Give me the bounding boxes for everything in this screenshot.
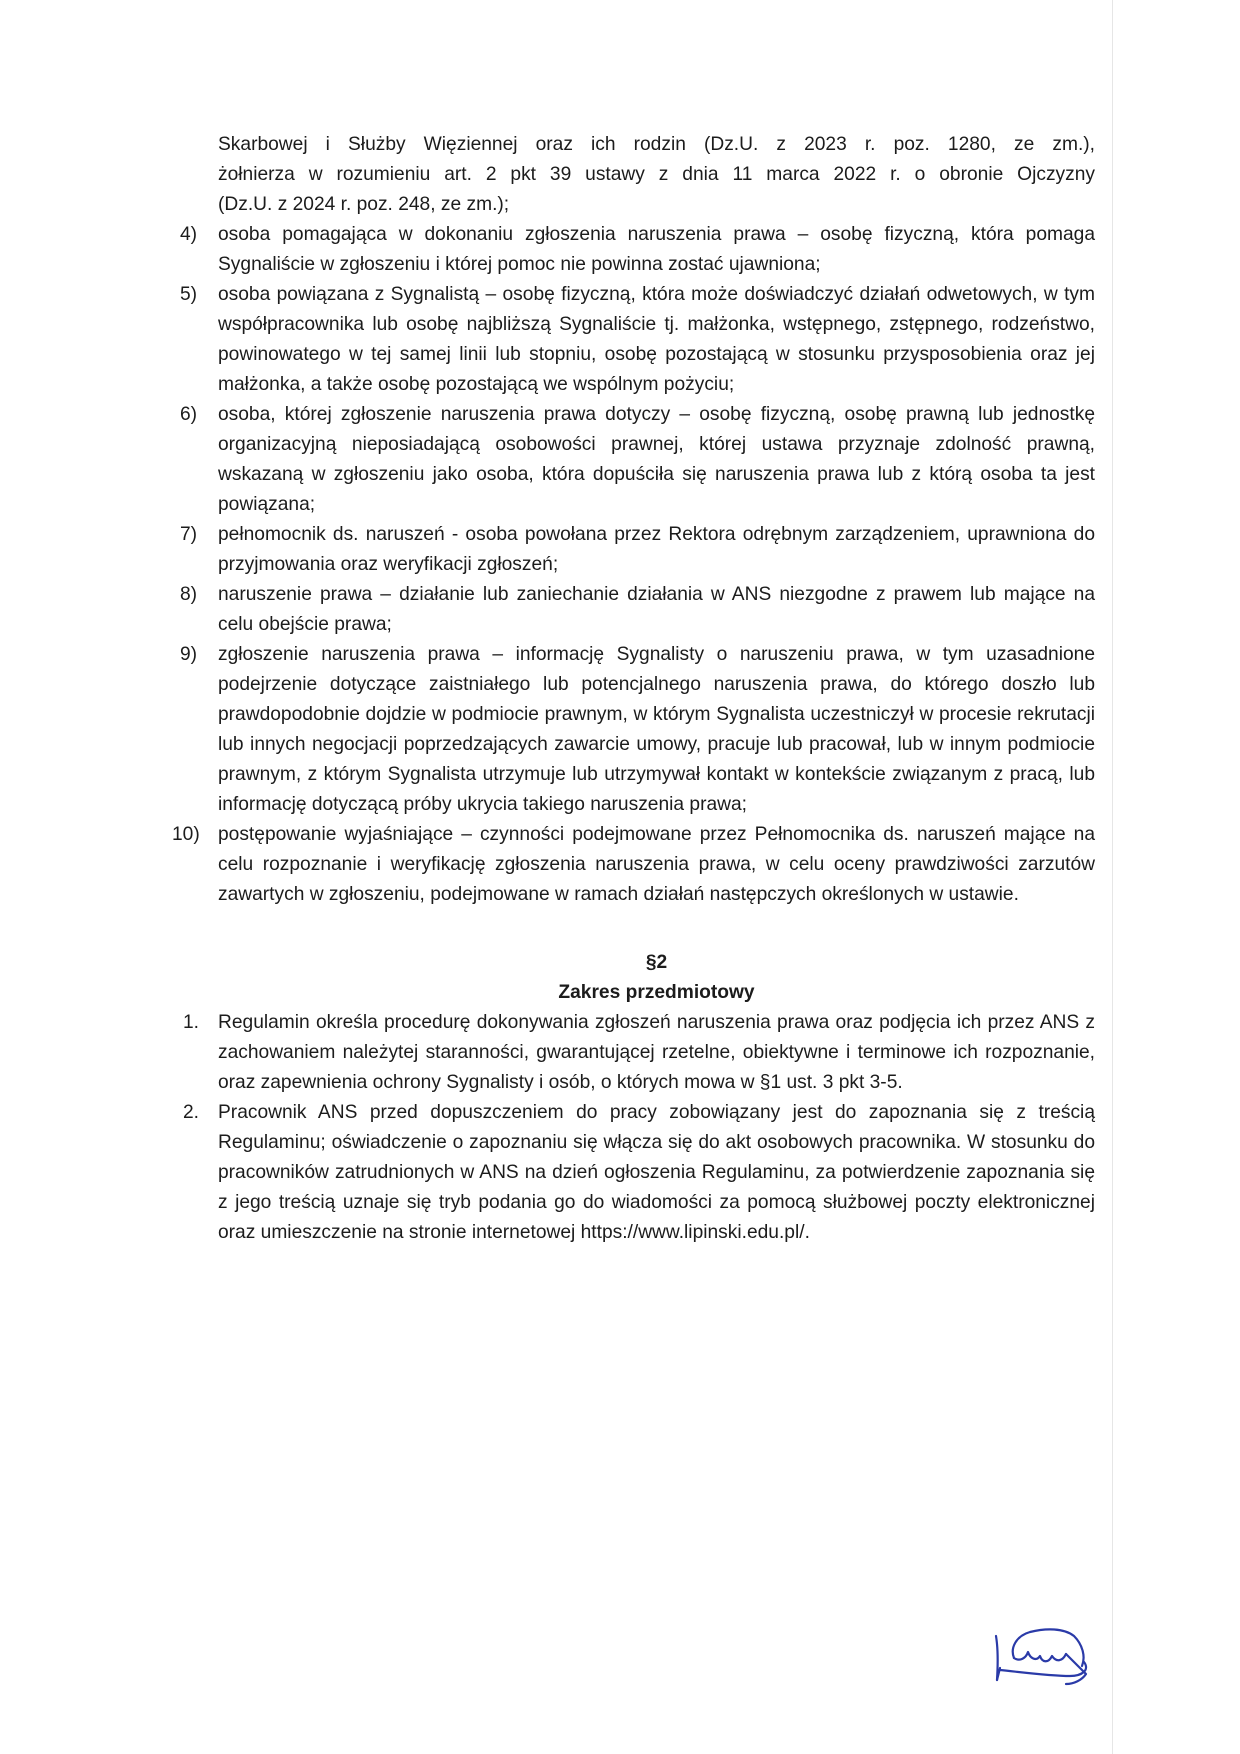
section-list — [180, 1008, 1095, 1248]
item-number: 7) — [180, 524, 198, 545]
continuation-line: Skarbowej i Służby Więziennej oraz ich rodzin (Dz.U. z 2023 r. poz. 1280, ze zm.), — [218, 134, 1095, 155]
definition-item — [172, 820, 1095, 910]
document-body — [172, 130, 1095, 1248]
section-item — [180, 1098, 1095, 1248]
item-text: Pracownik ANS przed dopuszczeniem do pracy zobowiązany jest do zapoznania się z treścią Regulaminu; oświadczenie o zapoznaniu się włącza się do akt osobowych pracownika. W stosunku do pracowników zatrudnionych w ANS na dzień ogłoszenia Regulaminu, za potwierdzenie zapoznania się z jego treścią uznaje się tryb podania go do wiadomości za pomocą służbowej poczty elektronicznej oraz umieszczenie na stronie internetowej https://www.lipinski.edu.pl/. — [218, 1102, 1095, 1243]
continuation-line: (Dz.U. z 2024 r. poz. 248, ze zm.); — [218, 194, 510, 215]
item-number: 6) — [180, 404, 198, 425]
definition-item — [180, 220, 1095, 280]
definition-item — [180, 640, 1095, 820]
definition-item — [180, 580, 1095, 640]
continuation-line: żołnierza w rozumieniu art. 2 pkt 39 ustawy z dnia 11 marca 2022 r. o obronie Ojczyzny — [218, 164, 1095, 185]
item-text: pełnomocnik ds. naruszeń - osoba powołana przez Rektora odrębnym zarządzeniem, uprawniona do przyjmowania oraz weryfikacji zgłoszeń; — [218, 524, 1095, 575]
item-text: osoba, której zgłoszenie naruszenia prawa dotyczy – osobę fizyczną, osobę prawną lub jednostkę organizacyjną nieposiadającą osobowości prawnej, której ustawa przyznaje zdolność prawną, wskazaną w zgłoszeniu jako osoba, która dopuściła się naruszenia prawa lub z którą osoba ta jest powiązana; — [218, 404, 1095, 515]
item-number: 9) — [180, 644, 198, 665]
handwritten-signature-icon — [990, 1618, 1100, 1690]
item-text: osoba pomagająca w dokonaniu zgłoszenia naruszenia prawa – osobę fizyczną, która pomaga Sygnaliście w zgłoszeniu i której pomoc nie powinna zostać ujawniona; — [218, 224, 1095, 275]
item-text: zgłoszenie naruszenia prawa – informację Sygnalisty o naruszeniu prawa, w tym uzasadnione podejrzenie dotyczące zaistniałego lub potencjalnego naruszenia prawa, do którego doszło lub prawdopodobnie dojdzie w podmiocie prawnym, w którym Sygnalista uczestniczył w procesie rekrutacji lub innych negocjacji poprzedzających zawarcie umowy, pracuje lub pracował, lub w innym podmiocie prawnym, z którym Sygnalista utrzymuje lub utrzymywał kontakt w kontekście związanym z pracą, lub informację dotyczącą próby ukrycia takiego naruszenia prawa; — [218, 644, 1095, 815]
item-number: 8) — [180, 584, 198, 605]
item-number: 5) — [180, 284, 198, 305]
continuation-paragraph — [180, 130, 1095, 220]
section-number: §2 — [645, 952, 668, 973]
page-edge-divider — [1112, 0, 1113, 1754]
definition-item — [180, 280, 1095, 400]
definition-item — [180, 400, 1095, 520]
item-text: postępowanie wyjaśniające – czynności podejmowane przez Pełnomocnika ds. naruszeń mające na celu rozpoznanie i weryfikację zgłoszenia naruszenia prawa, w celu oceny prawdziwości zarzutów zawartych w zgłoszeniu, podejmowane w ramach działań następczych określonych w ustawie. — [218, 824, 1095, 905]
definition-item — [180, 520, 1095, 580]
item-text: Regulamin określa procedurę dokonywania zgłoszeń naruszenia prawa oraz podjęcia ich przez ANS z zachowaniem należytej staranności, gwarantującej rzetelne, obiektywne i terminowe ich rozpoznanie, oraz zapewnienia ochrony Sygnalisty i osób, o których mowa w §1 ust. 3 pkt 3-5. — [218, 1012, 1095, 1093]
item-text: osoba powiązana z Sygnalistą – osobę fizyczną, która może doświadczyć działań odwetowych, w tym współpracownika lub osobę najbliższą Sygnaliście tj. małżonka, wstępnego, zstępnego, rodzeństwo, powinowatego w tej samej linii lub stopniu, osobę pozostającą w stosunku przysposobienia oraz jej małżonka, a także osobę pozostającą we wspólnym pożyciu; — [218, 284, 1095, 395]
item-number: 2. — [183, 1102, 200, 1123]
item-text: naruszenie prawa – działanie lub zaniechanie działania w ANS niezgodne z prawem lub mające na celu obejście prawa; — [218, 584, 1095, 635]
section-item — [180, 1008, 1095, 1098]
item-number: 10) — [172, 824, 200, 845]
section-title: Zakres przedmiotowy — [558, 982, 755, 1003]
item-number: 1. — [183, 1012, 200, 1033]
section-spacer — [180, 910, 1095, 948]
item-number: 4) — [180, 224, 198, 245]
